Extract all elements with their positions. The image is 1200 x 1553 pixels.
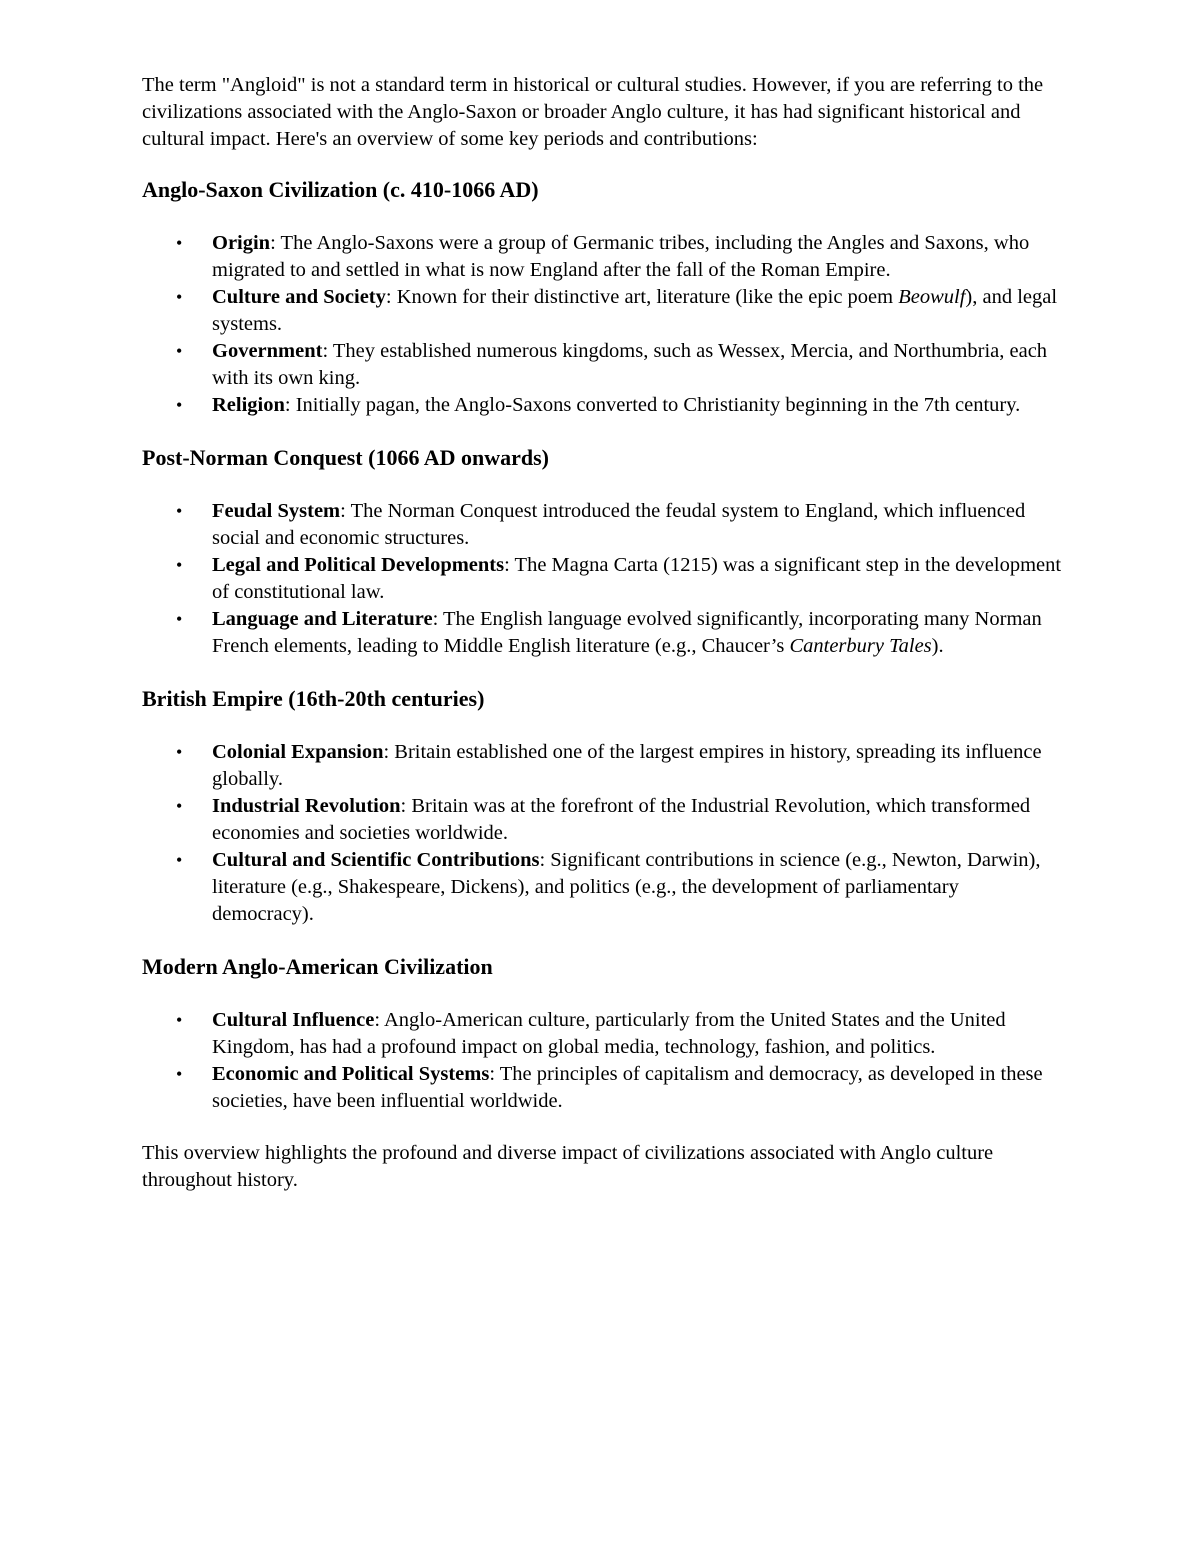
item-term: Origin (212, 232, 271, 254)
list-item (142, 284, 1062, 338)
item-term: Government (212, 340, 323, 362)
item-term: Religion (212, 394, 285, 416)
list-item (142, 392, 1062, 419)
list-item (142, 793, 1062, 847)
item-text: : They established numerous kingdoms, such as Wessex, Mercia, and Northumbria, each with its own king. (212, 340, 1048, 389)
list-item (142, 606, 1062, 660)
bullet-list-british-empire (142, 739, 1062, 928)
bullet-icon: • (176, 287, 183, 307)
item-term: Economic and Political Systems (212, 1063, 490, 1085)
bullet-list-post-norman (142, 498, 1062, 660)
item-text: : The Norman Conquest introduced the feudal system to England, which influenced social and economic structures. (212, 500, 1026, 549)
bullet-icon: • (176, 395, 183, 415)
section-heading-anglo-saxon: Anglo-Saxon Civilization (c. 410-1066 AD) (142, 177, 539, 202)
item-term: Legal and Political Developments (212, 554, 505, 576)
item-text: : Anglo-American culture, particularly from the United States and the United Kingdom, has had a profound impact on global media, technology, fashion, and politics. (212, 1009, 1006, 1058)
item-text: : Initially pagan, the Anglo-Saxons converted to Christianity beginning in the 7th century. (284, 394, 1021, 416)
bullet-icon: • (176, 501, 183, 521)
bullet-icon: • (176, 233, 183, 253)
list-item (142, 739, 1062, 793)
conclusion-paragraph: This overview highlights the profound and diverse impact of civilizations associated with Anglo culture throughout history. (142, 1142, 994, 1191)
intro-paragraph: The term "Angloid" is not a standard term in historical or cultural studies. However, if you are referring to the civilizations associated with the Anglo-Saxon or broader Anglo culture, it has had significant historical and cultural impact. Here's an overview of some key periods and contributions: (142, 74, 1044, 150)
item-text: : Significant contributions in science (e.g., Newton, Darwin), literature (e.g., Shakespeare, Dickens), and politics (e.g., the development of parliamentary democracy). (212, 849, 1041, 925)
item-text-after: ), and legal systems. (212, 286, 1058, 335)
bullet-list-anglo-saxon (142, 230, 1062, 419)
list-item (142, 230, 1062, 284)
item-term: Culture and Society (212, 286, 386, 308)
item-term: Cultural Influence (212, 1009, 375, 1031)
work-title: Beowulf (898, 286, 966, 308)
item-text: : The English language evolved significantly, incorporating many Norman French elements, leading to Middle English literature (e.g., Chaucer’s (212, 608, 1042, 657)
item-text: : Known for their distinctive art, literature (like the epic poem (385, 286, 899, 308)
section-heading-british-empire: British Empire (16th-20th centuries) (142, 686, 485, 711)
document-page (142, 72, 1062, 1194)
item-term: Colonial Expansion (212, 741, 384, 763)
list-item (142, 1007, 1062, 1061)
bullet-icon: • (176, 1010, 183, 1030)
item-term: Language and Literature (212, 608, 433, 630)
bullet-icon: • (176, 341, 183, 361)
section-heading-post-norman: Post-Norman Conquest (1066 AD onwards) (142, 445, 550, 470)
list-item (142, 552, 1062, 606)
item-text: : The principles of capitalism and democracy, as developed in these societies, have been influential worldwide. (212, 1063, 1043, 1112)
section-heading-modern: Modern Anglo-American Civilization (142, 954, 493, 979)
bullet-icon: • (176, 850, 183, 870)
item-text: : The Magna Carta (1215) was a significant step in the development of constitutional law. (212, 554, 1062, 603)
list-item (142, 338, 1062, 392)
item-text: : Britain was at the forefront of the Industrial Revolution, which transformed economies and societies worldwide. (212, 795, 1031, 844)
item-term: Industrial Revolution (212, 795, 401, 817)
work-title: Canterbury Tales (789, 635, 932, 657)
list-item (142, 1061, 1062, 1115)
list-item (142, 847, 1062, 928)
bullet-icon: • (176, 796, 183, 816)
bullet-icon: • (176, 555, 183, 575)
list-item (142, 498, 1062, 552)
item-term: Cultural and Scientific Contributions (212, 849, 540, 871)
bullet-icon: • (176, 742, 183, 762)
item-text-after: ). (931, 635, 944, 657)
item-text: : Britain established one of the largest empires in history, spreading its influence globally. (212, 741, 1042, 790)
bullet-list-modern (142, 1007, 1062, 1115)
item-term: Feudal System (212, 500, 341, 522)
bullet-icon: • (176, 609, 183, 629)
item-text: : The Anglo-Saxons were a group of Germanic tribes, including the Angles and Saxons, who migrated to and settled in what is now England after the fall of the Roman Empire. (212, 232, 1030, 281)
bullet-icon: • (176, 1064, 183, 1084)
